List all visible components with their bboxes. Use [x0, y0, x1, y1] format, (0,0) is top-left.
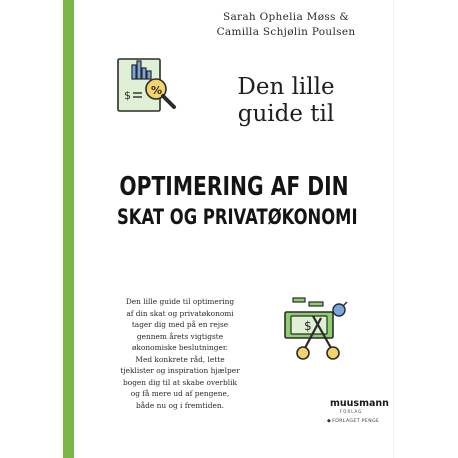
blurb-line: både nu og i fremtiden. [136, 400, 224, 410]
svg-text:$: $ [124, 89, 131, 102]
blurb-line: tager dig med på en rejse [131, 320, 229, 329]
author-names [186, 10, 386, 40]
blurb-line: tjeklister og inspiration hjælper [120, 366, 240, 375]
svg-text:$: $ [304, 319, 312, 333]
blurb-line: Med konkrete råd, lette [135, 354, 225, 364]
blurb-line: gennem årets vigtigste [136, 331, 224, 341]
svg-text:%: % [151, 84, 163, 97]
blurb-line: bogen dig til at skabe overblik [123, 377, 237, 387]
book-title [84, 171, 384, 231]
publisher-logo [330, 399, 394, 415]
imprint-text: FORLAGET PENGE [332, 419, 380, 424]
blurb-line: af din skat og privatøkonomi [126, 308, 234, 318]
cover-edge [393, 0, 394, 458]
author-line-1: Sarah Ophelia Møss & [223, 11, 349, 23]
green-spine-band [63, 0, 74, 458]
financial-report-magnifier-icon [112, 56, 184, 116]
publisher-name: muusmann [330, 398, 389, 409]
cash-scissors-icon [283, 296, 353, 364]
imprint-label [327, 418, 397, 424]
publisher-sub: FORLAG [340, 409, 363, 414]
blurb-line: Den lille guide til optimering [125, 297, 235, 306]
author-line-2: Camilla Schjølin Poulsen [216, 26, 356, 38]
subtitle-line-1: Den lille [237, 74, 335, 100]
blurb-line: økonomiske beslutninger. [131, 343, 228, 352]
subtitle [196, 74, 376, 128]
title-line-2: SKAT OG PRIVATØKONOMI [117, 205, 358, 229]
back-blurb [100, 296, 260, 411]
blurb-line: og få mere ud af pengene, [130, 389, 230, 398]
imprint-mark-icon: ◆ [327, 418, 332, 424]
subtitle-line-2: guide til [237, 101, 335, 127]
title-line-1: OPTIMERING AF DIN [119, 172, 349, 202]
